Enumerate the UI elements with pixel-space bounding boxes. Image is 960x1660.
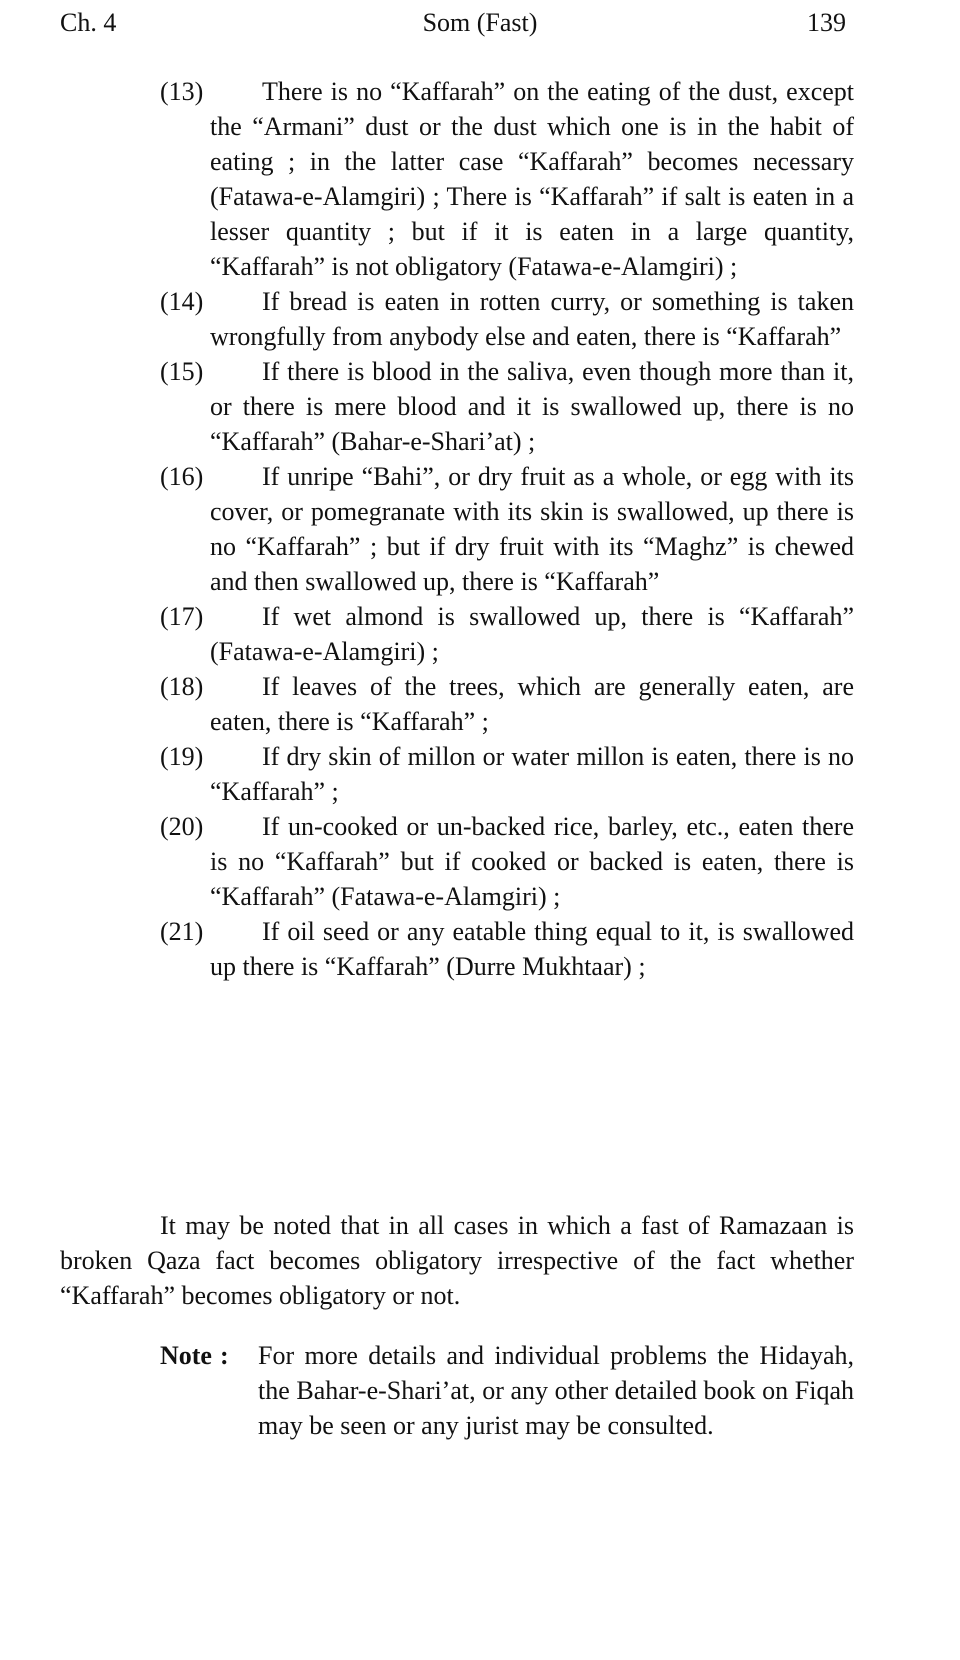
rule-item xyxy=(160,914,854,984)
rule-number: (15) xyxy=(160,357,204,386)
rule-number: (13) xyxy=(160,77,204,106)
rule-text: There is no “Kaffarah” on the eating of the dust, except the “Armani” dust or the dust which one is in the habit of eating ; in the latter case “Kaffarah” becomes necessary (Fatawa-e-Alamgiri) ; There is “Kaffarah” if salt is eaten in a lesser quantity ; but if it is eaten in a large quantity, “Kaffarah” is not obligatory (Fatawa-e-Alamgiri) ; xyxy=(210,77,854,281)
rule-item xyxy=(160,354,854,459)
chapter-label: Ch. 4 xyxy=(60,8,117,37)
rule-number: (20) xyxy=(160,812,204,841)
rule-number: (17) xyxy=(160,602,204,631)
rule-item xyxy=(160,599,854,669)
rule-text: If unripe “Bahi”, or dry fruit as a whole, or egg with its cover, or pomegranate with its skin is swallowed, up there is no “Kaffarah” ; but if dry fruit with its “Maghz” is chewed and then swallowed up, there is “Kaffarah” xyxy=(210,462,854,596)
rule-item xyxy=(160,809,854,914)
rule-text: If leaves of the trees, which are generally eaten, are eaten, there is “Kaffarah” ; xyxy=(210,672,854,736)
rule-item xyxy=(160,284,854,354)
rule-number: (21) xyxy=(160,917,204,946)
closing-paragraph: It may be noted that in all cases in which a fast of Ramazaan is broken Qaza fact becomes obligatory irrespective of the fact whether “Kaffarah” becomes obligatory or not. xyxy=(60,1211,854,1310)
rule-number: (16) xyxy=(160,462,204,491)
note-separator: : xyxy=(219,1341,229,1370)
rule-text: If dry skin of millon or water millon is eaten, there is no “Kaffarah” ; xyxy=(210,742,854,806)
rule-text: If there is blood in the saliva, even though more than it, or there is mere blood and it is swallowed up, there is no “Kaffarah” (Bahar-e-Shari’at) ; xyxy=(210,357,854,456)
note-text: For more details and individual problems the Hidayah, the Bahar-e-Shari’at, or any other detailed book on Fiqah may be seen or any jurist may be consulted. xyxy=(258,1341,854,1440)
note-label-group xyxy=(160,1338,229,1373)
page-number: 139 xyxy=(807,8,846,37)
rule-item xyxy=(160,459,854,599)
running-header xyxy=(0,6,960,40)
rules-list xyxy=(160,74,854,984)
rule-item xyxy=(160,74,854,284)
rule-text: If oil seed or any eatable thing equal to it, is swallowed up there is “Kaffarah” (Durre Mukhtaar) ; xyxy=(210,917,854,981)
rule-number: (18) xyxy=(160,672,204,701)
page-title: Som (Fast) xyxy=(422,8,538,37)
rule-number: (14) xyxy=(160,287,204,316)
note-block xyxy=(160,1338,854,1443)
rule-text: If un-cooked or un-backed rice, barley, etc., eaten there is no “Kaffarah” but if cooked or backed is eaten, there is “Kaffarah” (Fatawa-e-Alamgiri) ; xyxy=(210,812,854,911)
note-label: Note xyxy=(160,1341,212,1370)
rule-number: (19) xyxy=(160,742,204,771)
rule-item xyxy=(160,669,854,739)
rule-text: If bread is eaten in rotten curry, or something is taken wrongfully from anybody else and eaten, there is “Kaffarah” xyxy=(210,287,854,351)
rule-text: If wet almond is swallowed up, there is “Kaffarah” (Fatawa-e-Alamgiri) ; xyxy=(210,602,854,666)
rule-item xyxy=(160,739,854,809)
